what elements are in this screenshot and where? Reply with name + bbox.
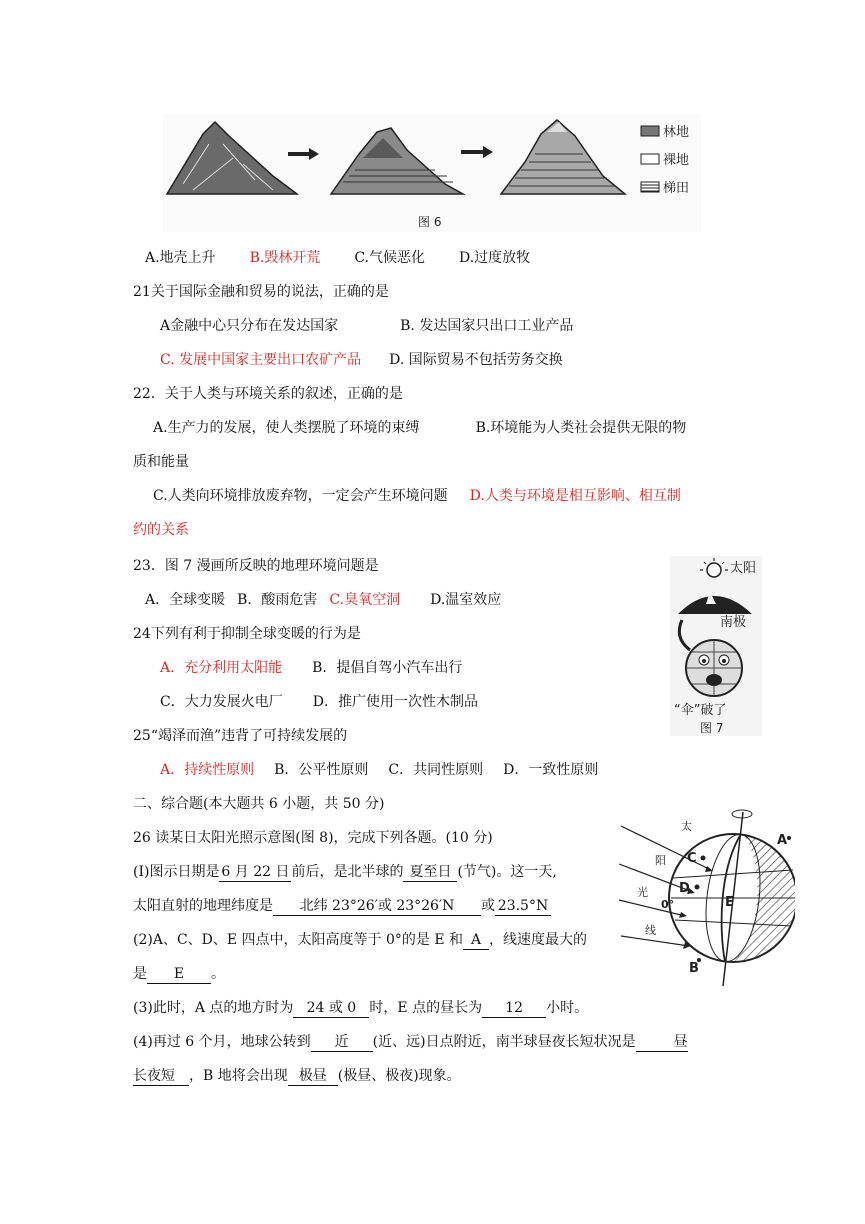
q25-option-c[interactable]: C．共同性原则: [388, 762, 484, 778]
figure-7-caption: 图 7: [700, 721, 724, 735]
q24-stem: 24下列有利于抑制全球变暖的行为是: [133, 626, 361, 642]
q22-row2: [153, 486, 681, 506]
q26-p2-text-b: ，线速度最大的: [489, 932, 588, 948]
q22-option-c[interactable]: C.人类向环境排放废弃物，一定会产生环境问题: [153, 488, 448, 504]
q25-option-a[interactable]: A．持续性原则: [160, 762, 255, 778]
q24-option-a[interactable]: A．充分利用太阳能: [160, 660, 283, 676]
q20-option-b[interactable]: B.毁林开荒: [249, 250, 321, 266]
q25-option-d[interactable]: D．一致性原则: [503, 762, 599, 778]
q26-p4-text-c: ，B 地将会出现: [189, 1068, 288, 1084]
fig8-label-zero: 0°: [661, 898, 675, 911]
q23-option-a[interactable]: A．全球变暖: [145, 592, 226, 608]
section-2-heading: 二、综合题(本大题共 6 小题，共 50 分): [133, 796, 385, 812]
legend-forest: 林地: [663, 125, 690, 140]
q26-p4-text-a: (4)再过 6 个月，地球公转到: [133, 1034, 311, 1050]
q23-stem: 23．图 7 漫画所反映的地理环境问题是: [133, 558, 379, 574]
figure-8: [615, 800, 795, 1000]
q23-option-d[interactable]: D.温室效应: [430, 592, 502, 608]
q26-p1-text-b: 前后，是北半球的: [291, 864, 404, 880]
fig7-pole-label: 南极: [720, 615, 747, 630]
q24-option-d[interactable]: D．推广使用一次性木制品: [312, 694, 478, 710]
q26-p2-text-c: 是: [133, 966, 147, 982]
q21-option-a[interactable]: A金融中心只分布在发达国家: [160, 318, 339, 334]
q26-answer-max-speed: E: [147, 965, 211, 984]
q23-options: [145, 590, 501, 610]
q26-part4-line1: [133, 1032, 688, 1052]
q26-answer-day-night-1: 昼: [636, 1033, 688, 1052]
sunlight-globe-diagram: [615, 800, 795, 1000]
q22-option-a[interactable]: A.生产力的发展，使人类摆脱了环境的束缚: [153, 420, 420, 436]
q24-row1: [160, 658, 462, 678]
q24-row2: [160, 692, 478, 712]
q26-part4-line2: [133, 1066, 461, 1086]
fig8-sun-char-3: 光: [637, 886, 648, 899]
q26-p4-text-d: (极昼、极夜)现象。: [337, 1068, 461, 1084]
q22-option-d[interactable]: D.人类与环境是相互影响、相互制: [469, 488, 681, 504]
q26-part2-line1: [133, 930, 587, 950]
q26-p1-text-d: 太阳直射的地理纬度是: [133, 898, 273, 914]
q26-p2-text-a: (2)A、C、D、E 四点中，太阳高度等于 0°的是 E 和: [133, 932, 464, 948]
fig7-sun-label: 太阳: [730, 561, 757, 576]
q20-option-c[interactable]: C.气候恶化: [354, 250, 425, 266]
q22-option-d-cont: 约的关系: [133, 522, 189, 538]
q21-row2: [160, 350, 563, 370]
q22-option-b-cont: 质和能量: [133, 454, 189, 470]
fig8-sun-char-4: 线: [645, 924, 656, 937]
q26-p1-text-a: (I)图示日期是: [133, 864, 220, 880]
q23-option-c[interactable]: C.臭氧空洞: [329, 592, 401, 608]
q26-part3: [133, 998, 588, 1018]
q26-answer-date: 6 月 22 日: [221, 864, 290, 880]
q20-option-a[interactable]: A.地壳上升: [145, 250, 216, 266]
q26-p3-text-a: (3)此时，A 点的地方时为: [133, 1000, 294, 1016]
fig8-label-a: A: [777, 833, 788, 848]
q25-option-b[interactable]: B．公平性原则: [274, 762, 369, 778]
q24-option-c[interactable]: C．大力发展火电厂: [160, 694, 283, 710]
fig8-label-b: B: [689, 961, 699, 976]
q21-stem: 21关于国际金融和贸易的说法，正确的是: [133, 284, 389, 300]
q26-answer-latitude-alt: 23.5°N: [495, 897, 551, 916]
fig7-bubble-text: “伞”破了: [674, 703, 727, 718]
q21-row1: [160, 316, 573, 336]
q26-answer-solar-term: 夏至日: [403, 863, 457, 882]
q26-p4-text-b: (近、远)日点附近，南半球昼夜长短状况是: [372, 1034, 636, 1050]
q26-answer-latitude: 北纬 23°26′或 23°26′N: [273, 897, 481, 916]
q21-option-c[interactable]: C. 发展中国家主要出口农矿产品: [160, 352, 362, 368]
q26-part2-line2: [133, 964, 225, 984]
ozone-cartoon-illustration: [670, 556, 762, 736]
q26-p3-text-c: 小时。: [546, 1000, 589, 1016]
q24-option-b[interactable]: B．提倡自驾小汽车出行: [312, 660, 463, 676]
fig8-sun-char-1: 太: [681, 820, 692, 833]
q26-answer-local-time: 24 或 0: [293, 999, 369, 1018]
q26-p1-text-e: 或: [481, 898, 495, 914]
q25-options: [160, 760, 598, 780]
figure-6: [163, 114, 701, 232]
q26-answer-polar: 极昼: [288, 1067, 338, 1086]
q20-option-d[interactable]: D.过度放牧: [458, 250, 531, 266]
figure-6-caption: 图 6: [418, 215, 442, 229]
figure-7: [670, 556, 762, 736]
q26-answer-day-length: 12: [482, 999, 546, 1018]
q26-part1-line2: [133, 896, 551, 916]
fig8-label-c: C: [687, 851, 697, 866]
q26-answer-zero-altitude: A: [463, 931, 489, 950]
legend-bare: 裸地: [663, 153, 690, 168]
fig8-sun-char-2: 阳: [655, 854, 666, 867]
q21-option-d[interactable]: D. 国际贸易不包括劳务交换: [389, 352, 563, 368]
q23-option-b[interactable]: B．酸雨危害: [237, 592, 318, 608]
mountain-sequence-illustration: [163, 114, 701, 232]
q26-p2-text-d: 。: [211, 966, 225, 982]
q26-answer-day-night-2: 长夜短: [133, 1067, 189, 1086]
q20-options: [145, 248, 530, 268]
q26-p3-text-b: 时，E 点的昼长为: [369, 1000, 483, 1016]
legend-terrace: 梯田: [663, 181, 690, 196]
q26-p1-text-c: (节气)。这一天,: [457, 864, 557, 880]
fig8-label-d: D: [679, 881, 690, 896]
q21-option-b[interactable]: B. 发达国家只出口工业产品: [400, 318, 574, 334]
q26-part1-line1: [133, 862, 557, 882]
q25-stem: 25“竭泽而渔”违背了可持续发展的: [133, 728, 348, 744]
q26-stem: 26 读某日太阳光照示意图(图 8)，完成下列各题。(10 分): [133, 830, 493, 846]
q22-stem: 22．关于人类与环境关系的叙述，正确的是: [133, 386, 403, 402]
q26-answer-perihelion: 近: [311, 1033, 373, 1052]
q22-option-b[interactable]: B.环境能为人类社会提供无限的物: [475, 420, 687, 436]
q22-row1: [153, 418, 686, 438]
fig8-label-e: E: [725, 895, 734, 910]
